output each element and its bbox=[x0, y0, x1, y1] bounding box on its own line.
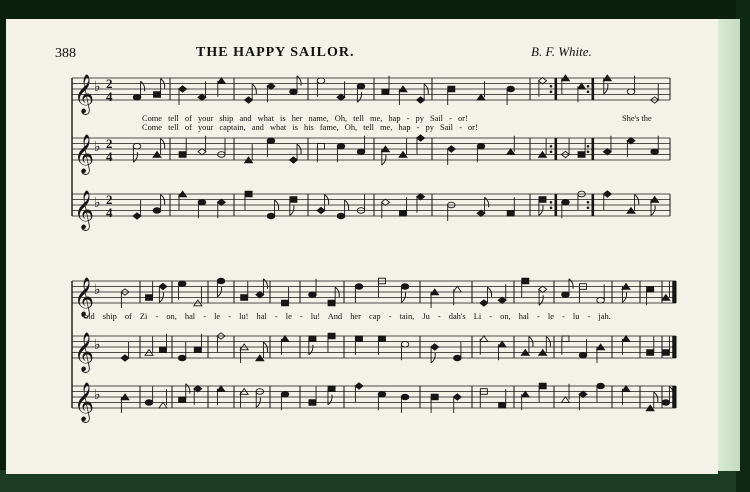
note-head-square bbox=[499, 402, 506, 408]
note-head-oval bbox=[579, 352, 587, 358]
note-head-square bbox=[379, 336, 386, 342]
note-head-diamond bbox=[627, 138, 635, 144]
note-head-diamond bbox=[447, 146, 455, 152]
note-flag bbox=[357, 92, 361, 102]
note-head-square bbox=[662, 350, 669, 356]
note-head-oval bbox=[357, 149, 365, 155]
note-head-diamond bbox=[337, 94, 345, 100]
note-flag bbox=[569, 279, 573, 289]
note-head-oval bbox=[290, 89, 298, 95]
note-head-square bbox=[507, 210, 514, 216]
note-head-square bbox=[309, 400, 316, 406]
note-head-square bbox=[562, 336, 569, 342]
note-head-diamond bbox=[256, 292, 264, 298]
note-head-square bbox=[241, 295, 248, 301]
note-head-oval bbox=[145, 400, 153, 406]
note-head-oval bbox=[651, 149, 659, 155]
note-head-oval bbox=[477, 143, 485, 149]
note-head-oval bbox=[401, 394, 409, 400]
note-head-diamond bbox=[121, 355, 129, 361]
repeat-dot bbox=[550, 90, 553, 93]
treble-clef: 𝄞 bbox=[74, 277, 95, 317]
time-signature-numerator: 2 bbox=[106, 76, 113, 91]
note-head-square bbox=[539, 383, 546, 389]
note-head-oval bbox=[133, 143, 141, 149]
note-flag bbox=[141, 81, 145, 91]
note-head-oval bbox=[662, 400, 670, 406]
note-head-oval bbox=[507, 86, 515, 92]
note-head-diamond bbox=[355, 383, 363, 389]
note-head-triangle bbox=[498, 341, 506, 347]
note-head-diamond bbox=[194, 386, 202, 392]
note-head-square bbox=[179, 397, 186, 403]
note-head-oval bbox=[337, 213, 345, 219]
note-head-oval bbox=[627, 89, 635, 95]
note-head-diamond bbox=[267, 83, 275, 89]
note-head-triangle bbox=[521, 391, 529, 397]
repeat-dot bbox=[587, 145, 590, 148]
note-head-diamond bbox=[159, 283, 167, 289]
note-head-oval bbox=[133, 94, 141, 100]
repeat-dot bbox=[587, 206, 590, 209]
note-head-square bbox=[318, 143, 325, 149]
note-head-oval bbox=[562, 199, 570, 205]
key-signature-flat: ♭ bbox=[94, 139, 101, 155]
note-head-square bbox=[647, 286, 654, 292]
repeat-dot bbox=[587, 90, 590, 93]
note-head-triangle bbox=[480, 336, 488, 342]
note-head-diamond bbox=[179, 86, 187, 92]
note-head-oval bbox=[357, 83, 365, 89]
note-flag bbox=[328, 395, 332, 405]
page-number: 388 bbox=[55, 46, 76, 61]
note-head-square bbox=[647, 350, 654, 356]
note-head-oval bbox=[267, 213, 275, 219]
note-flag bbox=[297, 76, 301, 86]
note-head-square bbox=[431, 394, 438, 400]
note-head-oval bbox=[355, 284, 363, 290]
note-head-oval bbox=[178, 281, 186, 287]
note-head-diamond bbox=[133, 213, 141, 219]
repeat-dot bbox=[550, 201, 553, 204]
note-head-triangle bbox=[578, 83, 586, 89]
note-head-square bbox=[328, 300, 335, 306]
note-head-square bbox=[290, 197, 297, 203]
note-head-oval bbox=[562, 292, 570, 298]
time-signature-numerator: 2 bbox=[106, 136, 113, 151]
note-head-diamond bbox=[198, 149, 206, 155]
note-head-diamond bbox=[539, 286, 547, 292]
lyric-chorus: old ship of Zi - on, hal - le - lu! hal - le - lu! And her cap - tain, Ju - dah's Li - on, hal - le - lu - jah. bbox=[84, 312, 611, 321]
note-head-square bbox=[282, 300, 289, 306]
note-head-triangle bbox=[561, 397, 569, 403]
key-signature-flat: ♭ bbox=[94, 337, 101, 353]
lyric-verse-1: Come tell of your ship and what is her name, Oh, tell me, hap - py Sail - or! bbox=[142, 114, 468, 123]
note-head-diamond bbox=[417, 135, 425, 141]
repeat-dot bbox=[587, 201, 590, 204]
time-signature-numerator: 2 bbox=[106, 192, 113, 207]
repeat-dot bbox=[587, 150, 590, 153]
note-head-square bbox=[309, 336, 316, 342]
time-signature-denominator: 4 bbox=[106, 205, 113, 220]
note-head-triangle bbox=[622, 386, 630, 392]
note-head-diamond bbox=[498, 297, 506, 303]
note-head-oval bbox=[178, 355, 186, 361]
note-head-square bbox=[179, 152, 186, 158]
note-head-oval bbox=[337, 143, 345, 149]
note-head-triangle bbox=[507, 149, 515, 155]
treble-clef: 𝄞 bbox=[74, 74, 95, 114]
note-head-triangle bbox=[217, 386, 225, 392]
note-head-square bbox=[539, 197, 546, 203]
repeat-dot bbox=[550, 85, 553, 88]
note-head-diamond bbox=[245, 97, 253, 103]
note-head-oval bbox=[597, 297, 605, 303]
note-head-triangle bbox=[281, 336, 289, 342]
note-head-oval bbox=[454, 355, 462, 361]
treble-clef: 𝄞 bbox=[74, 134, 95, 174]
note-head-diamond bbox=[539, 78, 547, 84]
lyric-verse-2: Come tell of your captain, and what is his fame, Oh, tell me, hap - py Sail - or! bbox=[142, 123, 478, 132]
note-head-diamond bbox=[289, 157, 297, 163]
repeat-dot bbox=[550, 150, 553, 153]
note-head-square bbox=[382, 89, 389, 95]
note-head-diamond bbox=[453, 394, 461, 400]
note-head-oval bbox=[317, 78, 325, 84]
note-head-triangle bbox=[159, 402, 167, 408]
song-title: THE HAPPY SAILOR. bbox=[196, 45, 355, 60]
note-head-square bbox=[154, 92, 161, 98]
note-head-triangle bbox=[477, 94, 485, 100]
note-flag bbox=[485, 197, 489, 207]
composer-credit: B. F. White. bbox=[531, 44, 592, 59]
note-head-oval bbox=[309, 292, 317, 298]
note-head-diamond bbox=[381, 199, 389, 205]
note-head-diamond bbox=[417, 194, 425, 200]
repeat-dot bbox=[550, 206, 553, 209]
note-flag bbox=[309, 345, 313, 355]
key-signature-flat: ♭ bbox=[94, 282, 101, 298]
time-signature-denominator: 4 bbox=[106, 149, 113, 164]
note-head-oval bbox=[198, 199, 206, 205]
note-flag bbox=[186, 384, 190, 394]
note-head-diamond bbox=[603, 191, 611, 197]
note-head-square bbox=[146, 295, 153, 301]
note-head-square bbox=[194, 347, 201, 353]
note-head-oval bbox=[217, 278, 225, 284]
treble-clef: 𝄞 bbox=[74, 382, 95, 422]
note-head-square bbox=[245, 191, 252, 197]
note-head-square bbox=[522, 278, 529, 284]
note-head-square bbox=[578, 152, 585, 158]
note-head-oval bbox=[401, 341, 409, 347]
note-head-square bbox=[159, 347, 166, 353]
lyric-continuation: She's the bbox=[622, 114, 652, 123]
note-head-diamond bbox=[480, 300, 488, 306]
note-head-oval bbox=[597, 383, 605, 389]
note-head-diamond bbox=[477, 210, 485, 216]
note-head-diamond bbox=[431, 344, 439, 350]
time-signature-denominator: 4 bbox=[106, 89, 113, 104]
note-head-diamond bbox=[217, 199, 225, 205]
note-head-triangle bbox=[622, 336, 630, 342]
treble-clef: 𝄞 bbox=[74, 332, 95, 372]
key-signature-flat: ♭ bbox=[94, 195, 101, 211]
note-head-square bbox=[448, 86, 455, 92]
note-head-square bbox=[328, 386, 335, 392]
note-head-diamond bbox=[317, 207, 325, 213]
key-signature-flat: ♭ bbox=[94, 387, 101, 403]
note-flag bbox=[263, 279, 267, 289]
note-head-triangle bbox=[453, 286, 461, 292]
note-head-diamond bbox=[579, 391, 587, 397]
note-head-square bbox=[400, 210, 407, 216]
note-head-diamond bbox=[417, 97, 425, 103]
note-flag bbox=[133, 152, 137, 162]
repeat-dot bbox=[550, 145, 553, 148]
note-head-diamond bbox=[603, 149, 611, 155]
key-signature-flat: ♭ bbox=[94, 79, 101, 95]
note-head-oval bbox=[281, 391, 289, 397]
note-flag bbox=[539, 295, 543, 305]
note-head-oval bbox=[153, 208, 161, 214]
note-head-oval bbox=[267, 138, 275, 144]
note-head-diamond bbox=[198, 94, 206, 100]
repeat-dot bbox=[587, 85, 590, 88]
note-head-triangle bbox=[217, 78, 225, 84]
note-head-oval bbox=[401, 284, 409, 290]
treble-clef: 𝄞 bbox=[74, 190, 95, 230]
note-head-square bbox=[328, 333, 335, 339]
note-head-oval bbox=[378, 391, 386, 397]
note-head-square bbox=[355, 336, 362, 342]
